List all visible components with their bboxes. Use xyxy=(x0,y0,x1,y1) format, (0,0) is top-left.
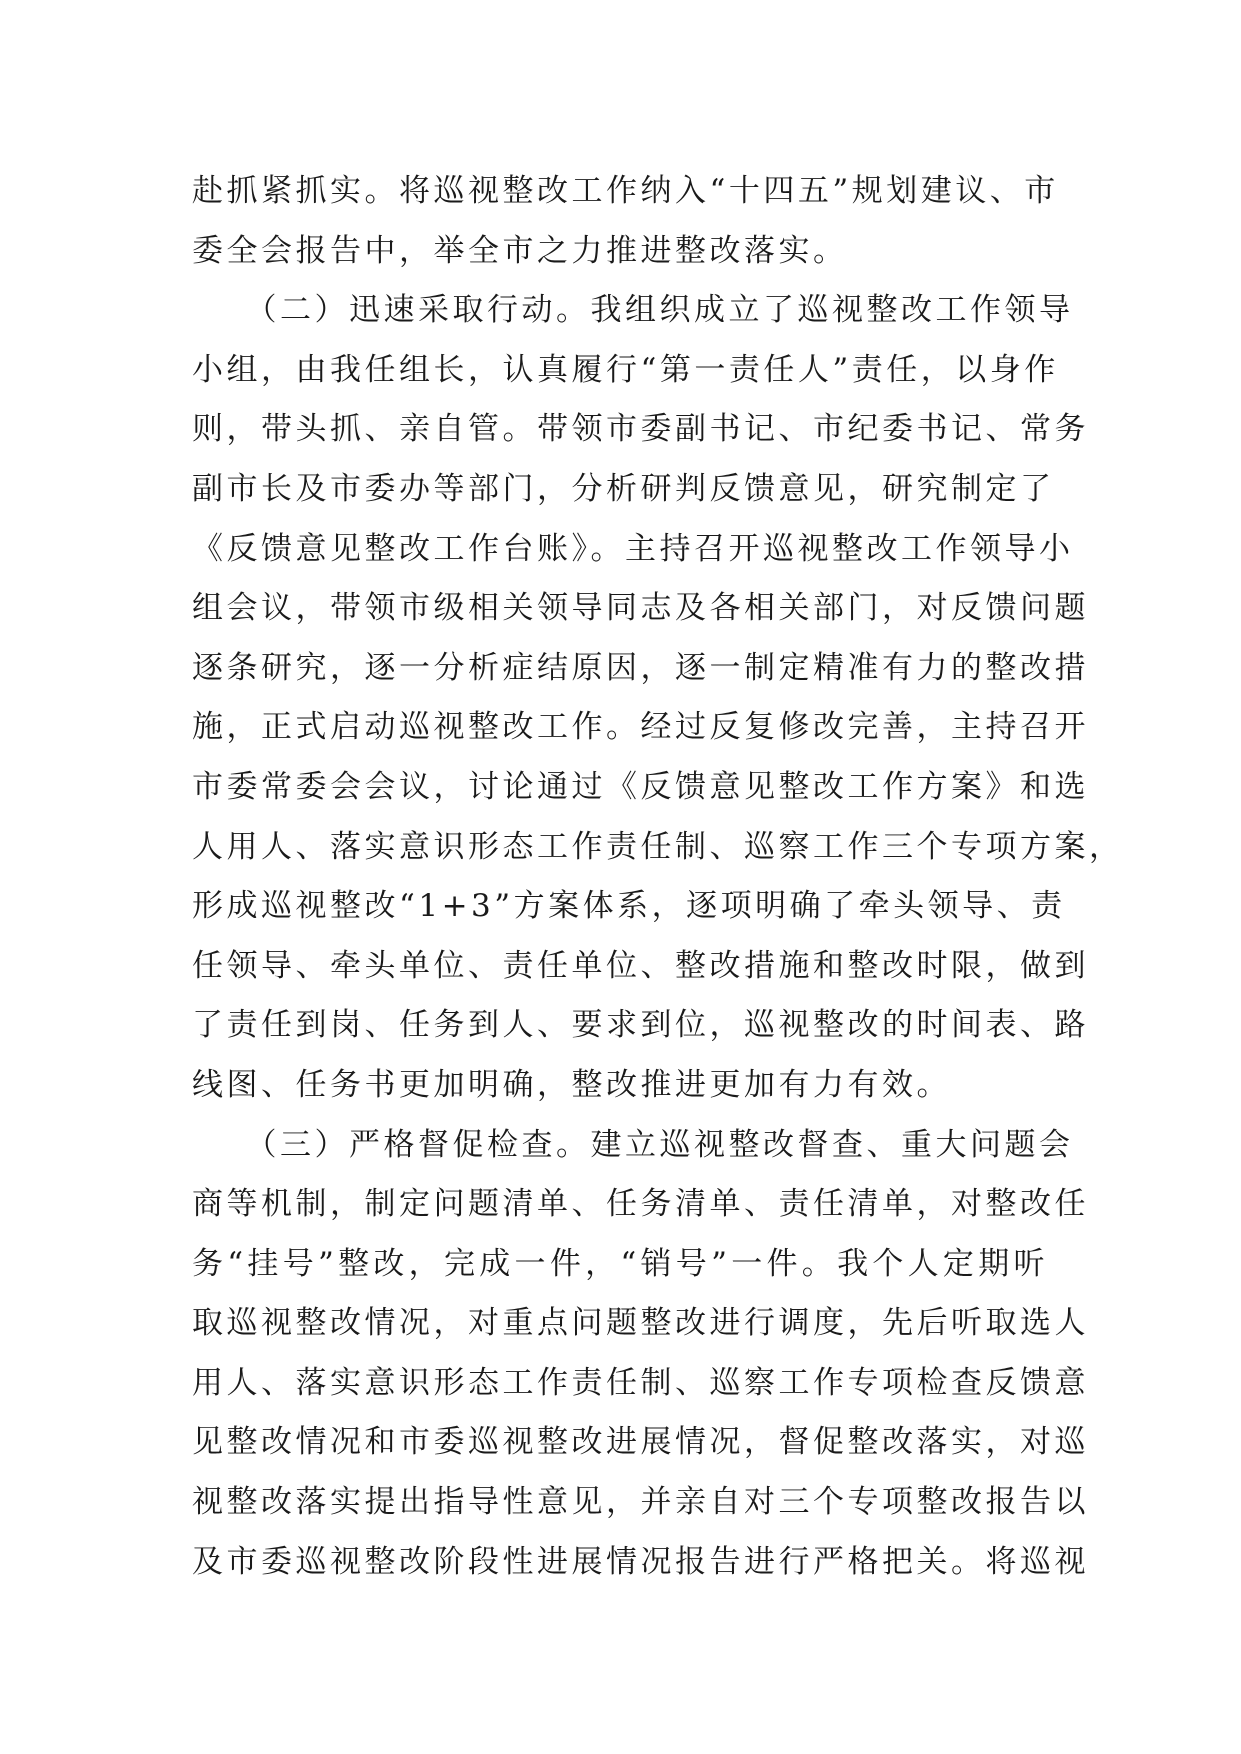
paragraph-2-line-2: 小组，由我任组长，认真履行“第一责任人”责任，以身作 xyxy=(192,351,1059,388)
paragraph-3-line-7: 视整改落实提出指导性意见，并亲自对三个专项整改报告以 xyxy=(192,1484,1089,1521)
paragraph-3-line-6: 见整改情况和市委巡视整改进展情况，督促整改落实，对巡 xyxy=(192,1424,1089,1461)
paragraph-2-line-3: 则，带头抓、亲自管。带领市委副书记、市纪委书记、常务 xyxy=(192,411,1089,448)
paragraph-2-line-12: 任领导、牵头单位、责任单位、整改措施和整改时限，做到 xyxy=(192,947,1089,984)
paragraph-2-line-14: 线图、任务书更加明确，整改推进更加有力有效。 xyxy=(192,1066,951,1103)
paragraph-3-line-3: 务“挂号”整改，完成一件，“销号”一件。我个人定期听 xyxy=(192,1245,1048,1282)
paragraph-3-line-4: 取巡视整改情况，对重点问题整改进行调度，先后听取选人 xyxy=(192,1305,1089,1342)
paragraph-2-line-11: 形成巡视整改“1+3”方案体系，逐项明确了牵头领导、责 xyxy=(192,888,1066,925)
paragraph-3-line-8: 及市委巡视整改阶段性进展情况报告进行严格把关。将巡视 xyxy=(192,1543,1089,1580)
paragraph-3-line-2: 商等机制，制定问题清单、任务清单、责任清单，对整改任 xyxy=(192,1186,1089,1223)
paragraph-1-line-1: 赴抓紧抓实。将巡视整改工作纳入“十四五”规划建议、市 xyxy=(192,173,1059,209)
paragraph-3-line-1: （三）严格督促检查。建立巡视整改督查、重大问题会 xyxy=(192,1126,1074,1163)
paragraph-2-line-9: 市委常委会会议，讨论通过《反馈意见整改工作方案》和选 xyxy=(192,768,1089,805)
paragraph-2-line-1: （二）迅速采取行动。我组织成立了巡视整改工作领导 xyxy=(192,292,1074,329)
paragraph-2-line-7: 逐条研究，逐一分析症结原因，逐一制定精准有力的整改措 xyxy=(192,649,1089,686)
paragraph-2-line-13: 了责任到岗、任务到人、要求到位，巡视整改的时间表、路 xyxy=(192,1007,1089,1044)
paragraph-2-line-6: 组会议，带领市级相关领导同志及各相关部门，对反馈问题 xyxy=(192,590,1089,627)
paragraph-1-line-2: 委全会报告中，举全市之力推进整改落实。 xyxy=(192,232,848,269)
document-body xyxy=(192,162,1124,1592)
paragraph-2-line-10: 人用人、落实意识形态工作责任制、巡察工作三个专项方案， xyxy=(192,828,1124,865)
paragraph-3-line-5: 用人、落实意识形态工作责任制、巡察工作专项检查反馈意 xyxy=(192,1364,1089,1401)
paragraph-2-line-5: 《反馈意见整改工作台账》。主持召开巡视整改工作领导小 xyxy=(192,530,1074,567)
paragraph-2-line-4: 副市长及市委办等部门，分析研判反馈意见，研究制定了 xyxy=(192,470,1055,507)
paragraph-2-line-8: 施，正式启动巡视整改工作。经过反复修改完善，主持召开 xyxy=(192,709,1089,746)
